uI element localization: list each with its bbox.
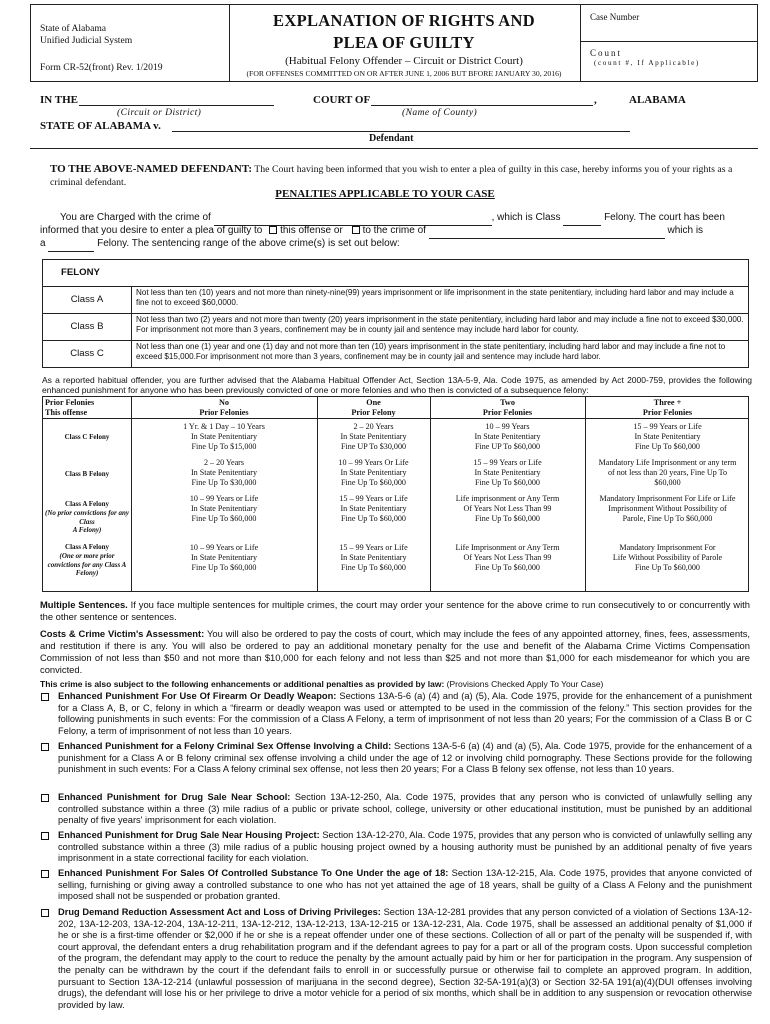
costs-lead: Costs & Crime Victim's Assessment:	[40, 628, 205, 639]
cell-line: In State Penitentiary	[190, 431, 258, 441]
child-sex-offense-checkbox[interactable]	[41, 743, 49, 751]
charge-line-3	[40, 238, 752, 252]
case-number-label: Case Number	[590, 12, 640, 22]
prior-felonies-table	[42, 396, 749, 592]
table-divider	[43, 286, 748, 287]
header-this-offense	[45, 398, 131, 418]
label-line: Class A Felony	[65, 543, 109, 551]
class-a-description: Not less than ten (10) years and not more than ninety-nine(99) years imprisonment or life imprisonment in the state penitentiary, including hard labor and may include a fine not to exceed $60,0000.	[136, 288, 734, 307]
enhancement-firearm	[40, 691, 752, 737]
issuing-authority	[40, 23, 132, 48]
label-line: (No prior convictions for any Class	[45, 508, 129, 526]
enhancements-intro	[40, 679, 752, 690]
header-divider	[580, 5, 581, 81]
enhancement-lead: Enhanced Punishment For Use Of Firearm Or Deadly Weapon:	[58, 691, 337, 701]
table-cell	[131, 458, 317, 488]
label-line: Class A Felony	[65, 500, 109, 508]
table-divider	[131, 286, 132, 367]
table-cell	[585, 422, 750, 452]
charge-text: You are Charged with the crime of	[60, 212, 211, 223]
cell-line: Of Years Not Less Than 99	[463, 552, 552, 562]
row-label-class-b: Class B Felony	[64, 470, 110, 478]
cell-line: Fine Up To $60,000	[341, 513, 406, 523]
in-the-label: IN THE	[40, 94, 79, 106]
state-line: State of Alabama	[40, 23, 107, 34]
charge-text: to the crime of	[362, 225, 426, 236]
drug-school-checkbox[interactable]	[41, 794, 49, 802]
cell-line: Fine Up To $15,000	[191, 441, 257, 451]
enhancement-minor-sale	[40, 868, 752, 903]
table-cell	[430, 422, 585, 452]
table-divider	[43, 418, 748, 419]
system-line: Unified Judicial System	[40, 35, 133, 47]
cell-line: Fine Up To $60,000	[475, 562, 540, 572]
cell-line: Parole, Fine Up To $60,000	[622, 513, 713, 523]
cell-line: Mandatory Imprisonment For	[619, 543, 716, 552]
count-label: Count	[590, 48, 623, 58]
enhancement-drug-demand	[40, 907, 752, 1011]
cell-line: Fine Up To $60,000	[191, 513, 257, 523]
cell-line: 10 – 99 Years	[485, 422, 530, 431]
header-text: This offense	[45, 408, 88, 417]
cell-line: In State Penitentiary	[340, 431, 407, 441]
multiple-sentences-paragraph	[40, 599, 750, 623]
penalties-heading: PENALTIES APPLICABLE TO YOUR CASE	[275, 188, 495, 200]
enhancement-lead: Enhanced Punishment for Drug Sale Near Housing Project:	[58, 830, 320, 840]
case-number-field[interactable]	[585, 24, 753, 36]
charge-text: informed that you desire to enter a plea of guilty to	[40, 225, 263, 236]
class-c-label: Class C	[70, 348, 104, 359]
class-c-description: Not less than one (1) year and one (1) day and not more than ten (10) years imprisonment in the state penitentiary, including hard labor and may include a fine not to exceed $15,000.For imprisonment not more than 3 years, confinement may be in county jail and sentence may include hard labor.	[136, 342, 726, 361]
cell-line: 10 – 99 Years Or Life	[338, 458, 409, 467]
enhancement-text: Sections 13A-5-6 (a) (4) and (a) (5), Ala. Code 1975, provide for the enhancement of a punishment for a Class A or B felony criminal sex offense involving a child under the age of 12 or involving child pornography. These Sections provide for the following punishment in such events: For a Class A felony criminal sex offense, not less then 20 years; For a Class B felony sex offense, not less than 10 years.	[58, 741, 752, 775]
charge-text: Felony. The court has been	[604, 212, 725, 223]
cell-line: In State Penitentiary	[340, 552, 407, 562]
cell-line: 2 – 20 Years	[353, 422, 394, 431]
intro-text: The Court having been informed that you wish to enter a plea of guilty in this case, hereby informs you of your rights as a criminal defendant.	[50, 164, 733, 188]
charge-text: , which is Class	[491, 212, 561, 223]
table-cell	[317, 543, 430, 573]
charge-text: this offense or	[280, 225, 343, 236]
court-of-label: COURT OF	[313, 94, 371, 106]
cell-line: Fine Up To $60,000	[635, 562, 700, 572]
circuit-or-district-field[interactable]	[79, 94, 274, 106]
table-cell	[585, 543, 750, 573]
enhancement-child-sex-offense	[40, 741, 752, 776]
cell-line: 15 – 99 Years or Life	[339, 543, 408, 552]
cell-line: In State Penitentiary	[340, 467, 407, 477]
section-divider	[30, 148, 758, 149]
table-divider	[43, 313, 748, 314]
label-line: A Felony)	[72, 526, 102, 535]
header-divider	[580, 41, 757, 42]
cell-line: Imprisonment Without Possibility of	[608, 503, 727, 513]
minor-sale-checkbox[interactable]	[41, 870, 49, 878]
header-text: Prior Felony	[351, 408, 396, 417]
count-hint: (count #, If Applicable)	[594, 59, 700, 67]
cell-line: In State Penitentiary	[474, 431, 541, 441]
cell-line: Mandatory Imprisonment For Life or Life	[599, 494, 736, 503]
table-cell	[317, 494, 430, 524]
cell-line: Fine UP To $60,000	[474, 441, 541, 451]
cell-line: Fine Up To $60,000	[475, 513, 540, 523]
cell-line: In State Penitentiary	[190, 467, 258, 477]
cell-line: In State Penitentiary	[474, 467, 541, 477]
title-line-1: EXPLANATION OF RIGHTS AND	[273, 11, 535, 30]
enhancements-intro-bold: This crime is also subject to the following enhancements or additional penalties as provided by law:	[40, 679, 445, 689]
table-cell	[131, 494, 317, 524]
table-divider	[43, 340, 748, 341]
cell-line: Life Without Possibility of Parole	[612, 552, 723, 562]
header-text: Two	[500, 398, 515, 407]
table-cell	[317, 458, 430, 488]
page-title	[229, 10, 579, 54]
other-crime-checkbox[interactable]	[352, 226, 360, 234]
cell-line: $60,000	[654, 477, 681, 487]
table-cell	[317, 422, 430, 452]
cell-line: Mandatory Life Imprisonment or any term	[598, 458, 737, 467]
paragraph-text: If you face multiple sentences for multiple crimes, the court may order your sentence for the above crime to run consecutively to or concurrently with the other sentence or sentences.	[40, 599, 750, 622]
drug-housing-checkbox[interactable]	[41, 832, 49, 840]
cell-line: 10 – 99 Years or Life	[189, 543, 259, 552]
header-text: Three +	[653, 398, 682, 407]
cell-line: Life Imprisonment or Any Term	[455, 543, 560, 552]
row-label-class-a-no-prior	[43, 500, 131, 535]
felony-heading: FELONY	[61, 267, 100, 278]
defendant-label: Defendant	[369, 133, 414, 144]
table-cell	[430, 458, 585, 488]
cell-line: 15 – 99 Years or Life	[473, 458, 542, 467]
form-id: Form CR-52(front) Rev. 1/2019	[40, 62, 163, 73]
charge-text: a	[40, 238, 46, 249]
cell-line: Fine Up To $60,000	[341, 562, 406, 572]
table-cell	[585, 494, 750, 524]
header-text: No	[218, 398, 229, 407]
class-b-label: Class B	[70, 320, 104, 332]
cell-line: of not less than 20 years, Fine Up To	[607, 467, 728, 477]
enhancement-text: Section 13A-12-270, Ala. Code 1975, provides that any person who is convicted of unlawfully selling any controlled substance within a three (3) mile radius of a public housing project owned by a housing authority must be punished by an additional penalty of five years imprisonment in a state correctional facility for each violation.	[58, 830, 752, 864]
title-line-2: PLEA OF GUILTY	[333, 32, 475, 52]
circuit-hint: (Circuit or District)	[117, 107, 202, 118]
cell-line: 2 – 20 Years	[203, 458, 245, 467]
caption-comma: ,	[594, 94, 597, 106]
enhancement-drug-school	[40, 792, 752, 827]
intro-lead: TO THE ABOVE-NAMED DEFENDANT:	[50, 163, 252, 175]
label-line: Felony)	[75, 569, 99, 578]
cell-line: In State Penitentiary	[340, 503, 407, 513]
enhancement-text: Sections 13A-5-6 (a) (4) and (a) (5), Ala. Code 1975, provide for the enhancement of a punishment for a Class A, B, or C, felony in which a “firearm or deadly weapon was used or attempted to be used in the commission of the felony.” This section provides for the following punishments in such events: For the commission of a Class A Felony, a term of imprisonment of not less than 20 years; For the commission of a Class B or C Felony, a term of imprisonment of not less than 10 years.	[58, 691, 752, 736]
enhancement-text: Section 13A-12-250, Ala. Code 1975, provides that any person who is convicted of unlawfully selling any controlled substance within a three (3) mile radius of a public or private school, college, university or other educational institution, must be punished by an additional penalty of five years' imprisonment for each violation.	[58, 792, 752, 826]
multiple-sentences-lead: Multiple Sentences.	[40, 599, 128, 610]
felony-table	[42, 259, 749, 368]
table-cell	[131, 543, 317, 573]
charge-line-2	[40, 225, 752, 239]
cell-line: Of Years Not Less Than 99	[463, 503, 552, 513]
cell-line: 15 – 99 Years or Life	[633, 422, 702, 431]
class-a-label: Class A	[70, 293, 104, 305]
enhancement-text: Section 13A-12-281 provides that any person convicted of a violation of Sections 13A-12-202, 13A-12-203, 13A-12-204, 13A-12-211, 13A-12-212, 13A-12-213, 13A-12-215 or 13A-12-231, Ala. Code 1975, shall be assessed an additional penalty of $1,000 if he or she is a first-time offender or $2,000 if he or she is a repeat offender under one of these sections. Collection of all or part of the penalty will be suspended if, with court approval, the defendant enters a drug rehabilitation program and if the defendant agrees to pay for a part or all of the program costs. Upon successful completion of the program, the defendant may apply to the court to reduce the penalty by the amount actually paid by him or her for participation in the program. Any suspension of the penalty can be withdrawn by the court if the defendant fails to enroll in or successfully pursue or otherwise fail to complete an approved program. In addition, pursuant to Section 13A-12-214 (unlawful possession of marijuana in the second degree), Section 32-5A-191(a)(3) or Section 32-5A 191(a)(4)(DUI offenses involving drugs), the defendant will lose his or her privilege to drive a motor vehicle for a period of six months, which shall be in addition to any suspension or revocation otherwise provided by law.	[58, 907, 752, 1010]
label-line: convictions for any Class A	[47, 560, 127, 569]
class-field[interactable]	[563, 212, 601, 226]
county-field[interactable]	[371, 94, 593, 106]
form-subtitle: (Habitual Felony Offender – Circuit or District Court)	[285, 55, 523, 67]
enhancement-lead: Enhanced Punishment For Sales Of Controlled Substance To One Under the age of 18:	[58, 868, 449, 878]
cell-line: Fine Up To $30,000	[191, 477, 257, 487]
habitual-offender-note: As a reported habitual offender, you are further advised that the Alabama Habitual Offender Act, Section 13A-5-9, Ala. Code 1975, as amended by Act 2000-759, provides the following enhanced punishment for anyone who has been previously convicted of one or more felonies and who then is convicted of a subsequence felony:	[42, 375, 752, 396]
firearm-checkbox[interactable]	[41, 693, 49, 701]
table-cell	[430, 543, 585, 573]
table-cell	[430, 494, 585, 524]
table-cell	[585, 458, 750, 488]
cell-line: In State Penitentiary	[634, 431, 701, 441]
cell-line: 15 – 99 Years or Life	[339, 494, 408, 503]
state-v-label: STATE OF ALABAMA v.	[40, 120, 161, 132]
table-cell	[131, 422, 317, 452]
intro-paragraph	[50, 162, 750, 189]
costs-paragraph	[40, 628, 750, 675]
charge-text: Felony. The sentencing range of the above crime(s) is set out below:	[97, 238, 400, 249]
header-text: Prior Felonies	[199, 408, 249, 417]
county-hint: (Name of County)	[402, 107, 478, 118]
header-text: Prior Felonies	[642, 408, 693, 417]
charge-text: which is	[667, 225, 704, 236]
header-text: Prior Felonies	[45, 398, 95, 407]
header-text: One	[366, 398, 381, 407]
defendant-name-field[interactable]	[172, 120, 630, 132]
row-label-class-c: Class C Felony	[64, 433, 110, 441]
cell-line: Fine Up To $60,000	[635, 441, 700, 451]
enhancements-intro-note: (Provisions Checked Apply To Your Case)	[444, 679, 604, 689]
offense-date-note: (FOR OFFENSES COMMITTED ON OR AFTER JUNE 1, 2006 BUT BFORE JANUARY 30, 2016)	[246, 69, 562, 78]
enhancement-text: Section 13A-12-215, Ala. Code 1975, provides that anyone convicted of selling, furnishing or giving away a controlled substance to one who has not yet attained the age of 18 years, shall be guilty of a Class A Felony and the punishment imposed shall not be suspended or probation granted.	[58, 868, 753, 902]
cell-line: In State Penitentiary	[190, 552, 258, 562]
header-no-prior	[131, 398, 317, 418]
cell-line: Fine Up To $60,000	[341, 477, 406, 487]
charge-line-1	[60, 212, 750, 226]
other-crime-field[interactable]	[429, 225, 665, 239]
enhancement-lead: Drug Demand Reduction Assessment Act and Loss of Driving Privileges:	[58, 907, 381, 917]
header-three-plus-prior	[585, 398, 750, 418]
class-b-description: Not less than two (2) years and not more than twenty (20) years imprisonment in the state penitentiary, including hard labor and may include a fine not to exceed $30,000. For imprisonment not more than 3 years, confinement may be in county jail and sentence may include hard labor for county.	[136, 315, 744, 334]
cell-line: 1 Yr. & 1 Day – 10 Years	[183, 422, 265, 431]
cell-line: Fine Up To $60,000	[191, 562, 257, 572]
felony-class-field[interactable]	[48, 238, 94, 252]
header-text: Prior Felonies	[482, 408, 533, 417]
label-line: (One or more prior	[59, 551, 115, 560]
enhancement-lead: Enhanced Punishment for Drug Sale Near School:	[58, 792, 291, 802]
cell-line: 10 – 99 Years or Life	[189, 494, 259, 503]
header-one-prior	[317, 398, 430, 418]
enhancement-lead: Enhanced Punishment for a Felony Criminal Sex Offense Involving a Child:	[58, 741, 392, 751]
cell-line: Life imprisonment or Any Term	[455, 494, 560, 503]
state-name: ALABAMA	[629, 94, 686, 106]
cell-line: Fine UP To $30,000	[340, 441, 407, 451]
cell-line: Fine Up To $60,000	[475, 477, 540, 487]
cell-line: In State Penitentiary	[190, 503, 258, 513]
crime-charged-field[interactable]	[214, 212, 492, 226]
drug-demand-checkbox[interactable]	[41, 909, 49, 917]
enhancement-drug-housing	[40, 830, 752, 865]
row-label-class-a-prior	[43, 543, 131, 578]
this-offense-checkbox[interactable]	[269, 226, 277, 234]
paragraph-text: You will also be ordered to pay the costs of court, which may include the fees of any appointed attorney, fines, fees, assessments, and restitution if there is any. You will also be ordered to pay an additional monetary penalty for the use and benefit of the Alabama Crime Victims Compensation Commission of not less than $50 and not more than $10,000 for each felony and not less than $25 and not more than $1,000 for each misdemeanor for which you are convicted.	[40, 628, 750, 675]
header-two-prior	[430, 398, 585, 418]
